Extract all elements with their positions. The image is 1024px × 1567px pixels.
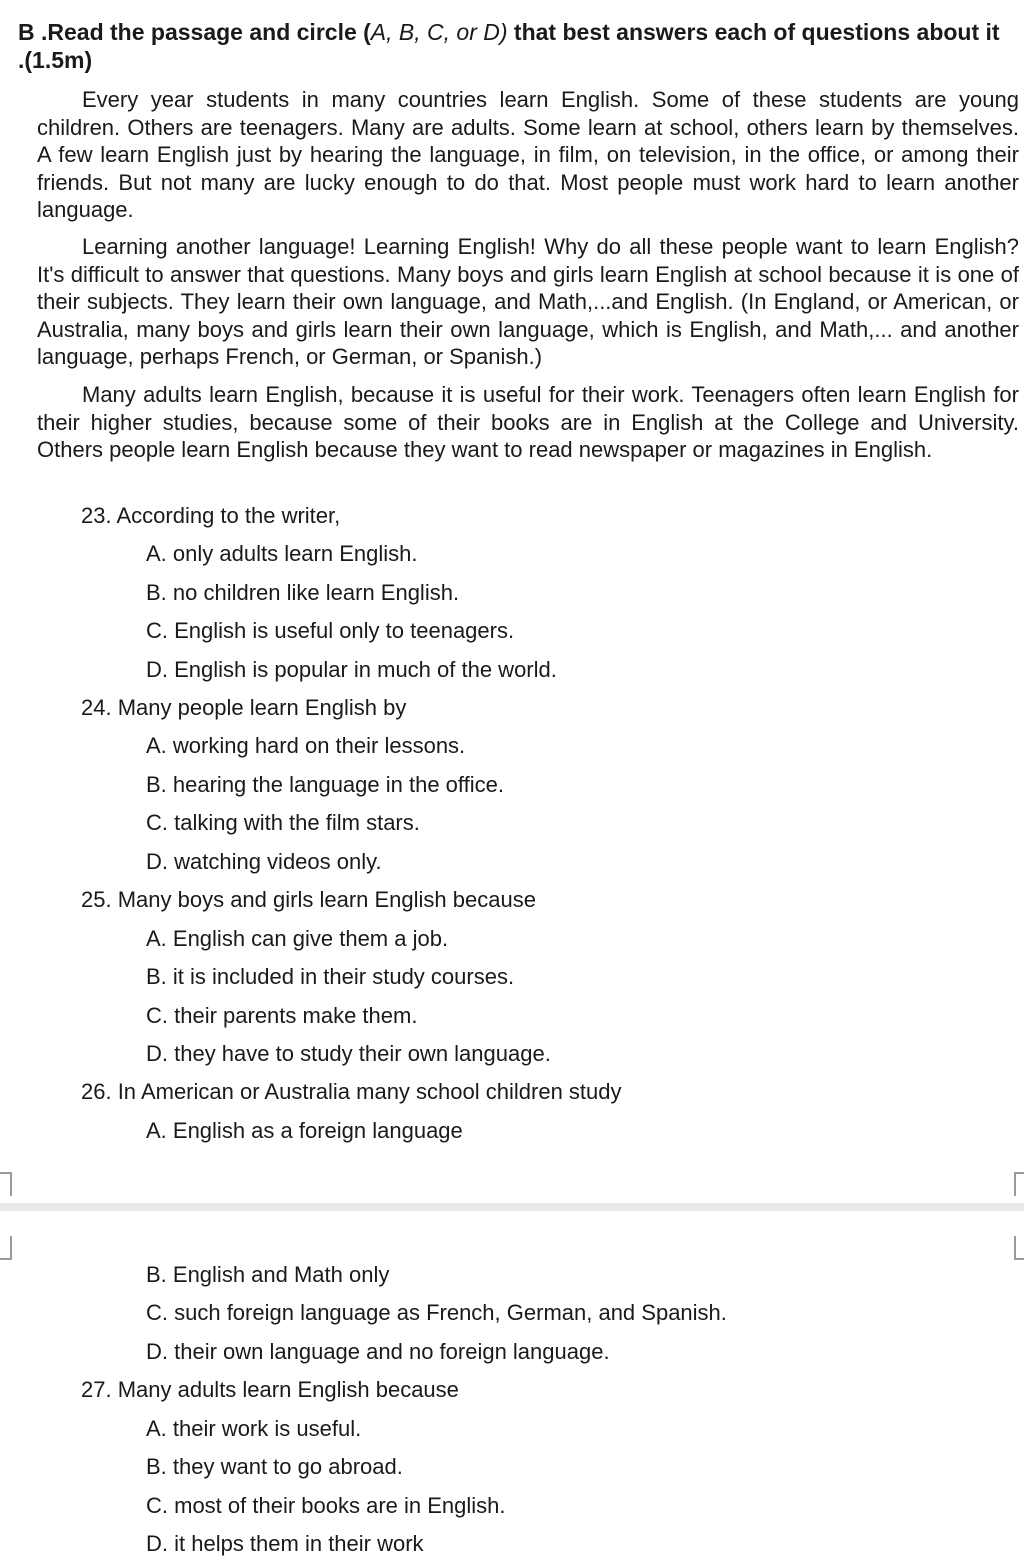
question-27-option-b[interactable]: B. they want to go abroad. [146,1454,403,1479]
page-corner-mark-top-right [1014,1172,1024,1196]
question-23-option-d[interactable]: D. English is popular in much of the world. [146,657,557,682]
section-heading [18,18,1018,74]
question-25: 25. Many boys and girls learn English because [81,887,536,912]
question-25-option-c[interactable]: C. their parents make them. [146,1003,418,1028]
page-corner-mark-bottom-left [0,1236,12,1260]
question-23-option-b[interactable]: B. no children like learn English. [146,580,460,605]
heading-options: A, B, C, or D) [370,19,508,45]
passage-paragraph-2: Learning another language! Learning English! Why do all these people want to learn English? It's difficult to answer that questions. Many boys and girls learn English at school because it is one of their subjects. They learn their own language, and Math,...and English. (In England, or American, or Australia, many boys and girls learn their own language, which is English, and Math,... and another language, perhaps French, or German, or Spanish.) [37,234,1019,369]
question-27: 27. Many adults learn English because [81,1377,459,1402]
page-break-divider [0,1203,1024,1211]
page-corner-mark-bottom-right [1014,1236,1024,1260]
question-27-option-a[interactable]: A. their work is useful. [146,1416,362,1441]
heading-prefix: B .Read the passage and circle ( [18,19,371,45]
question-26: 26. In American or Australia many school children study [81,1079,622,1104]
question-26-option-d[interactable]: D. their own language and no foreign language. [146,1339,610,1364]
page-corner-mark-top-left [0,1172,12,1196]
question-23-option-a[interactable]: A. only adults learn English. [146,541,418,566]
question-24-option-a[interactable]: A. working hard on their lessons. [146,733,466,758]
question-26-option-b[interactable]: B. English and Math only [146,1262,390,1287]
question-27-option-c[interactable]: C. most of their books are in English. [146,1493,506,1518]
heading-marks: .(1.5m) [18,47,93,73]
question-23: 23. According to the writer, [81,503,341,528]
question-24: 24. Many people learn English by [81,695,407,720]
question-25-option-d[interactable]: D. they have to study their own language. [146,1041,551,1066]
question-25-option-b[interactable]: B. it is included in their study courses. [146,964,515,989]
question-26-option-c[interactable]: C. such foreign language as French, German, and Spanish. [146,1300,727,1325]
heading-suffix: that best answers each of questions about it [507,19,1000,45]
question-23-option-c[interactable]: C. English is useful only to teenagers. [146,618,515,643]
question-24-option-d[interactable]: D. watching videos only. [146,849,382,874]
passage-paragraph-3: Many adults learn English, because it is useful for their work. Teenagers often learn English for their higher studies, because some of their books are in English at the College and University. Others people learn English because they want to read newspaper or magazines in English. [37,382,1019,462]
question-26-option-a[interactable]: A. English as a foreign language [146,1118,463,1143]
question-25-option-a[interactable]: A. English can give them a job. [146,926,449,951]
passage-paragraph-1: Every year students in many countries learn English. Some of these students are young children. Others are teenagers. Many are adults. Some learn at school, others learn by themselves. A few learn English just by hearing the language, in film, on television, in the office, or among their friends. But not many are lucky enough to do that. Most people must work hard to learn another language. [37,87,1019,222]
question-27-option-d[interactable]: D. it helps them in their work [146,1531,424,1556]
question-24-option-b[interactable]: B. hearing the language in the office. [146,772,504,797]
question-24-option-c[interactable]: C. talking with the film stars. [146,810,420,835]
